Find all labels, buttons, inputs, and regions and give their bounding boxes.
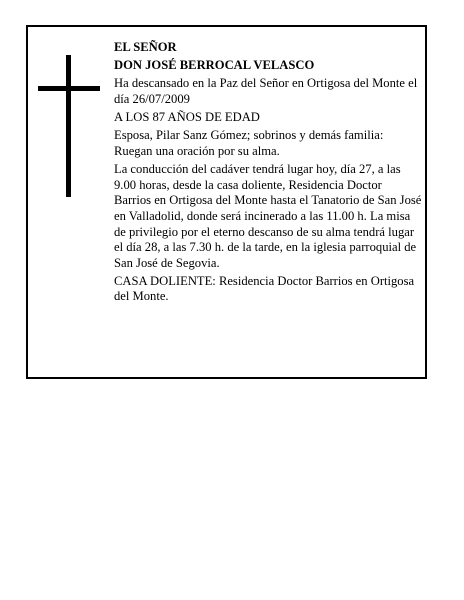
deceased-name: DON JOSÉ BERROCAL VELASCO: [114, 58, 315, 73]
cross-horizontal-bar: [38, 86, 100, 91]
obituary-notice: [26, 25, 427, 379]
cross-icon: [38, 55, 100, 197]
age-line: A LOS 87 AÑOS DE EDAD: [114, 110, 260, 125]
obituary-title: EL SEÑOR: [114, 40, 177, 54]
cross-vertical-bar: [66, 55, 71, 197]
obituary-text: [114, 40, 422, 308]
mourning-house-paragraph: CASA DOLIENTE: Residencia Doctor Barrios en Ortigosa del Monte.: [114, 273, 415, 304]
family-paragraph: Esposa, Pilar Sanz Gómez; sobrinos y demás familia: Ruegan una oración por su alma.: [114, 128, 384, 158]
funeral-details-paragraph: La conducción del cadáver tendrá lugar hoy, día 27, a las 9.00 horas, desde la casa doliente, Residencia Doctor Barrios en Ortigosa del Monte hasta el Tanatorio de San José en Valladolid, donde será incinerado a las 11.00 h. La misa de privilegio por el eterno descanso de su alma tendrá lugar el día 28, a las 7.30 h. de la tarde, en la iglesia parroquial de San José de Segovia.: [114, 162, 422, 270]
announcement-paragraph: Ha descansado en la Paz del Señor en Ortigosa del Monte el día 26/07/2009: [114, 76, 418, 106]
